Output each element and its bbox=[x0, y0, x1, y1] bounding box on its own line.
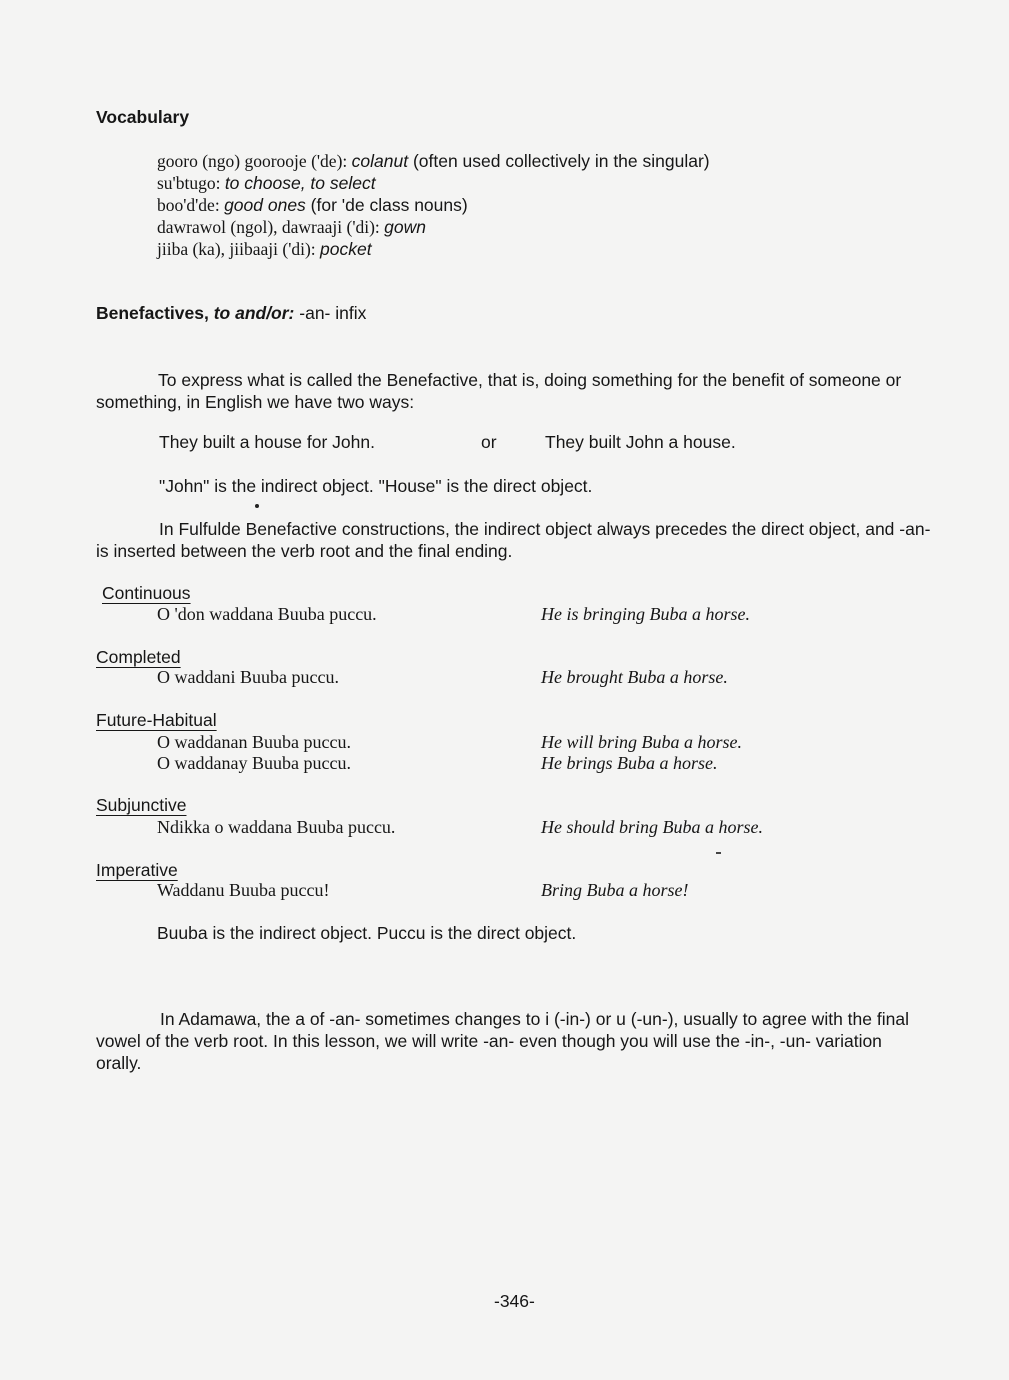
vocabulary-entry bbox=[157, 172, 710, 194]
vocabulary-list bbox=[157, 150, 710, 260]
vocabulary-entry bbox=[157, 238, 710, 260]
english-translation: He will bring Buba a horse. bbox=[541, 732, 742, 752]
english-example-or: or bbox=[481, 432, 497, 452]
vocabulary-gloss: pocket bbox=[320, 239, 372, 259]
object-explanation: "John" is the indirect object. "House" is the direct object. bbox=[159, 476, 593, 496]
tense-label-subjunctive: Subjunctive bbox=[96, 795, 187, 815]
vocabulary-entry bbox=[157, 150, 710, 172]
vocabulary-term: su'btugo: bbox=[157, 173, 225, 193]
english-example-left: They built a house for John. bbox=[159, 432, 375, 452]
english-translation: He should bring Buba a horse. bbox=[541, 817, 763, 837]
section-heading-prepositions: to and/or: bbox=[213, 303, 295, 323]
vocabulary-gloss: colanut bbox=[351, 151, 409, 171]
vocabulary-term: boo'd'de: bbox=[157, 195, 225, 215]
fulfulde-sentence: Waddanu Buuba puccu! bbox=[157, 880, 330, 900]
fulfulde-sentence: O waddani Buuba puccu. bbox=[157, 667, 339, 687]
intro-paragraph: To express what is called the Benefactive, that is, doing something for the benefit of someone or something, in English we have two ways: bbox=[96, 370, 902, 412]
fulfulde-sentence: Ndikka o waddana Buuba puccu. bbox=[157, 817, 396, 837]
stray-mark bbox=[716, 852, 721, 854]
english-translation: Bring Buba a horse! bbox=[541, 880, 689, 900]
vocabulary-gloss: gown bbox=[384, 217, 427, 237]
fulfulde-sentence: O waddanan Buuba puccu. bbox=[157, 732, 351, 752]
section-heading bbox=[96, 303, 366, 324]
fulfulde-sentence: O waddanay Buuba puccu. bbox=[157, 753, 351, 773]
english-translation: He brought Buba a horse. bbox=[541, 667, 728, 687]
english-translation: He brings Buba a horse. bbox=[541, 753, 718, 773]
vocabulary-gloss: good ones bbox=[224, 195, 306, 215]
page-number: -346- bbox=[494, 1291, 535, 1311]
vocabulary-entry bbox=[157, 194, 710, 216]
vocabulary-term: gooro (ngo) goorooje ('de): bbox=[157, 151, 352, 171]
tense-label-future-habitual: Future-Habitual bbox=[96, 710, 217, 730]
tense-label-completed: Completed bbox=[96, 647, 181, 667]
english-translation: He is bringing Buba a horse. bbox=[541, 604, 750, 624]
objects-note: Buuba is the indirect object. Puccu is the direct object. bbox=[157, 923, 577, 943]
vocabulary-heading: Vocabulary bbox=[96, 107, 190, 127]
stray-dot bbox=[255, 504, 259, 508]
section-heading-infix: -an- infix bbox=[294, 303, 367, 323]
fulfulde-paragraph: In Fulfulde Benefactive constructions, the indirect object always precedes the direct object, and -an- is inserted between the verb root and the final ending. bbox=[96, 519, 931, 561]
vocabulary-term: jiiba (ka), jiibaaji ('di): bbox=[157, 239, 321, 259]
vocabulary-note: (for 'de class nouns) bbox=[305, 195, 468, 215]
fulfulde-sentence: O 'don waddana Buuba puccu. bbox=[157, 604, 377, 624]
vocabulary-note: (often used collectively in the singular) bbox=[408, 151, 710, 171]
section-heading-title: Benefactives, bbox=[96, 303, 214, 323]
vocabulary-entry bbox=[157, 216, 710, 238]
tense-label-continuous: Continuous bbox=[102, 583, 191, 603]
vocabulary-term: dawrawol (ngol), dawraaji ('di): bbox=[157, 217, 385, 237]
adamawa-paragraph: In Adamawa, the a of -an- sometimes changes to i (-in-) or u (-un-), usually to agree with the final vowel of the verb root. In this lesson, we will write -an- even though you will use the -in-, -un- variation orally. bbox=[96, 1009, 909, 1073]
tense-label-imperative: Imperative bbox=[96, 860, 178, 880]
vocabulary-gloss: to choose, to select bbox=[224, 173, 376, 193]
english-example-right: They built John a house. bbox=[545, 432, 736, 452]
